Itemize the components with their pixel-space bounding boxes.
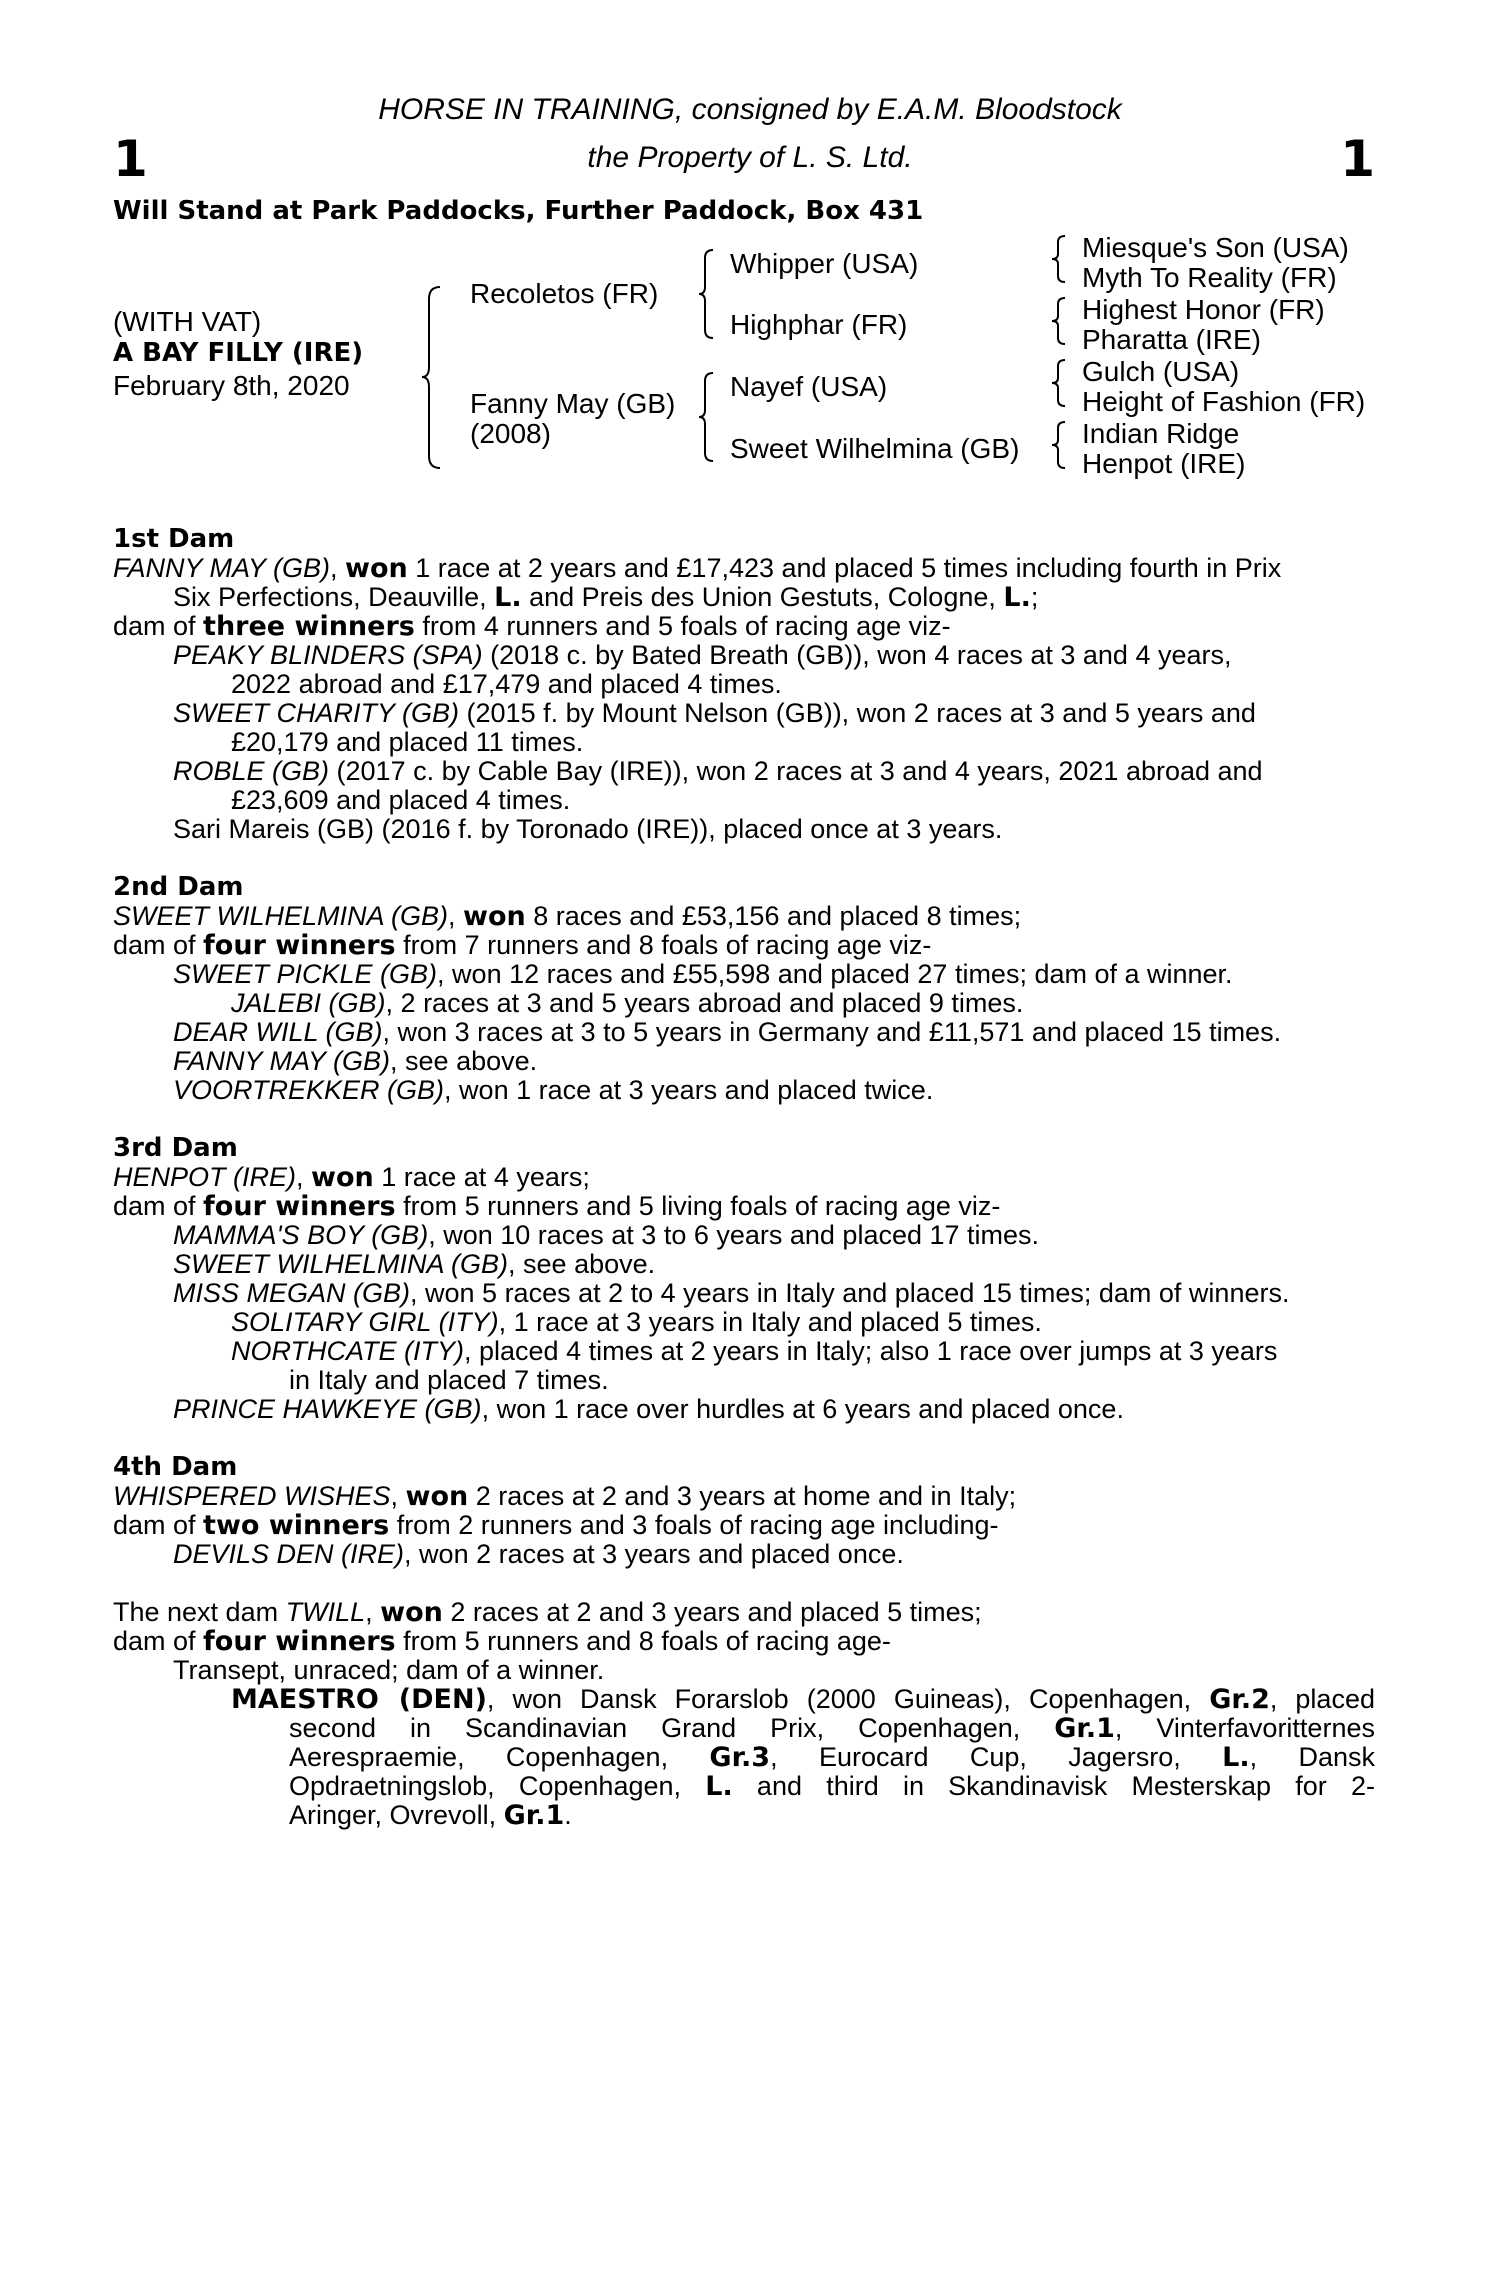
second-dam-line: SWEET WILHELMINA (GB), won 8 races and £53,156 and placed 8 times; bbox=[113, 901, 1022, 932]
offspring-entry: Sari Mareis (GB) (2016 f. by Toronado (IRE)), placed once at 3 years. bbox=[173, 814, 1003, 844]
pedigree-brace-g1 bbox=[1050, 234, 1068, 284]
date-of-birth: February 8th, 2020 bbox=[113, 370, 350, 401]
pedigree-gen3-2: Myth To Reality (FR) bbox=[1082, 262, 1337, 293]
pedigree-brace-g3 bbox=[1050, 358, 1068, 408]
offspring-entry: SWEET CHARITY (GB) (2015 f. by Mount Nelson (GB)), won 2 races at 3 and 5 years and bbox=[173, 698, 1256, 728]
offspring-entry: PEAKY BLINDERS (SPA) (2018 c. by Bated Breath (GB)), won 4 races at 3 and 4 years, bbox=[173, 640, 1232, 670]
fourth-dam-heading: 4th Dam bbox=[113, 1452, 238, 1482]
pedigree-brace-dam bbox=[697, 371, 717, 463]
offspring-entry: Transept, unraced; dam of a winner. bbox=[173, 1655, 605, 1685]
offspring-entry: MISS MEGAN (GB), won 5 races at 2 to 4 years in Italy and placed 15 times; dam of winners. bbox=[173, 1278, 1290, 1308]
pedigree-gen3-7: Indian Ridge bbox=[1082, 418, 1240, 449]
pedigree-gen3-6: Height of Fashion (FR) bbox=[1082, 386, 1366, 417]
pedigree-brace-g2 bbox=[1050, 296, 1068, 346]
third-dam-produce-summary: dam of four winners from 5 runners and 5 living foals of racing age viz- bbox=[113, 1191, 1001, 1222]
offspring-entry: PRINCE HAWKEYE (GB), won 1 race over hurdles at 6 years and placed once. bbox=[173, 1394, 1124, 1424]
offspring-entry: SWEET PICKLE (GB), won 12 races and £55,598 and placed 27 times; dam of a winner. bbox=[173, 959, 1233, 989]
offspring-entry: DEVILS DEN (IRE), won 2 races at 3 years and placed once. bbox=[173, 1539, 904, 1569]
first-dam-produce-summary: dam of three winners from 4 runners and 5 foals of racing age viz- bbox=[113, 611, 951, 642]
third-dam-line: HENPOT (IRE), won 1 race at 4 years; bbox=[113, 1162, 590, 1193]
pedigree-gen3-4: Pharatta (IRE) bbox=[1082, 324, 1261, 355]
grand-offspring-entry-cont: Aerespraemie, Copenhagen, Gr.3, Eurocard Cup, Jagersro, L., Dansk bbox=[289, 1742, 1375, 1773]
grand-offspring-entry: JALEBI (GB), 2 races at 3 and 5 years abroad and placed 9 times. bbox=[231, 988, 1024, 1018]
offspring-entry: VOORTREKKER (GB), won 1 race at 3 years and placed twice. bbox=[173, 1075, 934, 1105]
first-dam-line: FANNY MAY (GB), won 1 race at 2 years and £17,423 and placed 5 times including fourth in Prix bbox=[113, 553, 1282, 584]
third-dam-heading: 3rd Dam bbox=[113, 1133, 238, 1163]
pedigree-gen3-3: Highest Honor (FR) bbox=[1082, 294, 1325, 325]
pedigree-sire: Recoletos (FR) bbox=[470, 278, 659, 309]
property-line: the Property of L. S. Ltd. bbox=[587, 141, 913, 174]
pedigree-dam-year: (2008) bbox=[470, 418, 551, 449]
offspring-entry-cont: £23,609 and placed 4 times. bbox=[231, 785, 571, 815]
lot-number-right: 1 bbox=[1340, 130, 1375, 188]
horse-name: A BAY FILLY (IRE) bbox=[113, 338, 364, 368]
grand-offspring-entry: MAESTRO (DEN), won Dansk Forarslob (2000 Guineas), Copenhagen, Gr.2, placed bbox=[231, 1684, 1375, 1715]
catalogue-title: HORSE IN TRAINING, consigned by E.A.M. Bloodstock bbox=[378, 93, 1122, 126]
offspring-entry-cont: 2022 abroad and £17,479 and placed 4 times. bbox=[231, 669, 782, 699]
pedigree-gen3-8: Henpot (IRE) bbox=[1082, 448, 1246, 479]
grand-offspring-entry-cont: Opdraetningslob, Copenhagen, L. and third in Skandinavisk Mesterskap for 2- bbox=[289, 1771, 1375, 1802]
grand-offspring-entry-cont: Aringer, Ovrevoll, Gr.1. bbox=[289, 1800, 572, 1831]
pedigree-gen3-1: Miesque's Son (USA) bbox=[1082, 232, 1349, 263]
pedigree-gen3-5: Gulch (USA) bbox=[1082, 356, 1240, 387]
offspring-entry: DEAR WILL (GB), won 3 races at 3 to 5 years in Germany and £11,571 and placed 15 times. bbox=[173, 1017, 1282, 1047]
fourth-dam-produce-summary: dam of two winners from 2 runners and 3 foals of racing age including- bbox=[113, 1510, 999, 1541]
offspring-entry-cont: £20,179 and placed 11 times. bbox=[231, 727, 584, 757]
stand-location: Will Stand at Park Paddocks, Further Paddock, Box 431 bbox=[113, 196, 924, 226]
pedigree-sire-sire: Whipper (USA) bbox=[730, 248, 919, 279]
next-dam-produce-summary: dam of four winners from 5 runners and 8 foals of racing age- bbox=[113, 1626, 891, 1657]
grand-offspring-entry-cont: second in Scandinavian Grand Prix, Copenhagen, Gr.1, Vinterfavoritternes bbox=[289, 1713, 1375, 1744]
lot-number-left: 1 bbox=[113, 130, 148, 188]
pedigree-brace-main bbox=[420, 285, 444, 470]
pedigree-dam-dam: Sweet Wilhelmina (GB) bbox=[730, 433, 1020, 464]
pedigree-brace-g4 bbox=[1050, 420, 1068, 470]
fourth-dam-line: WHISPERED WISHES, won 2 races at 2 and 3 years at home and in Italy; bbox=[113, 1481, 1017, 1512]
offspring-entry: MAMMA'S BOY (GB), won 10 races at 3 to 6 years and placed 17 times. bbox=[173, 1220, 1040, 1250]
offspring-entry: ROBLE (GB) (2017 c. by Cable Bay (IRE)), won 2 races at 3 and 4 years, 2021 abroad and bbox=[173, 756, 1263, 786]
first-dam-line: Six Perfections, Deauville, L. and Preis des Union Gestuts, Cologne, L.; bbox=[173, 582, 1039, 613]
pedigree-dam: Fanny May (GB) bbox=[470, 388, 676, 419]
grand-offspring-entry-cont: in Italy and placed 7 times. bbox=[289, 1365, 609, 1395]
catalogue-body bbox=[113, 525, 1375, 1830]
grand-offspring-entry: NORTHCATE (ITY), placed 4 times at 2 years in Italy; also 1 race over jumps at 3 years bbox=[231, 1336, 1278, 1366]
offspring-entry: FANNY MAY (GB), see above. bbox=[173, 1046, 538, 1076]
first-dam-heading: 1st Dam bbox=[113, 524, 235, 554]
pedigree-brace-sire bbox=[697, 248, 717, 340]
second-dam-heading: 2nd Dam bbox=[113, 872, 244, 902]
next-dam-line: The next dam TWILL, won 2 races at 2 and 3 years and placed 5 times; bbox=[113, 1597, 982, 1628]
offspring-entry: SWEET WILHELMINA (GB), see above. bbox=[173, 1249, 656, 1279]
vat-note: (WITH VAT) bbox=[113, 306, 262, 337]
pedigree-sire-dam: Highphar (FR) bbox=[730, 309, 908, 340]
grand-offspring-entry: SOLITARY GIRL (ITY), 1 race at 3 years in Italy and placed 5 times. bbox=[231, 1307, 1042, 1337]
second-dam-produce-summary: dam of four winners from 7 runners and 8 foals of racing age viz- bbox=[113, 930, 932, 961]
pedigree-dam-sire: Nayef (USA) bbox=[730, 371, 888, 402]
